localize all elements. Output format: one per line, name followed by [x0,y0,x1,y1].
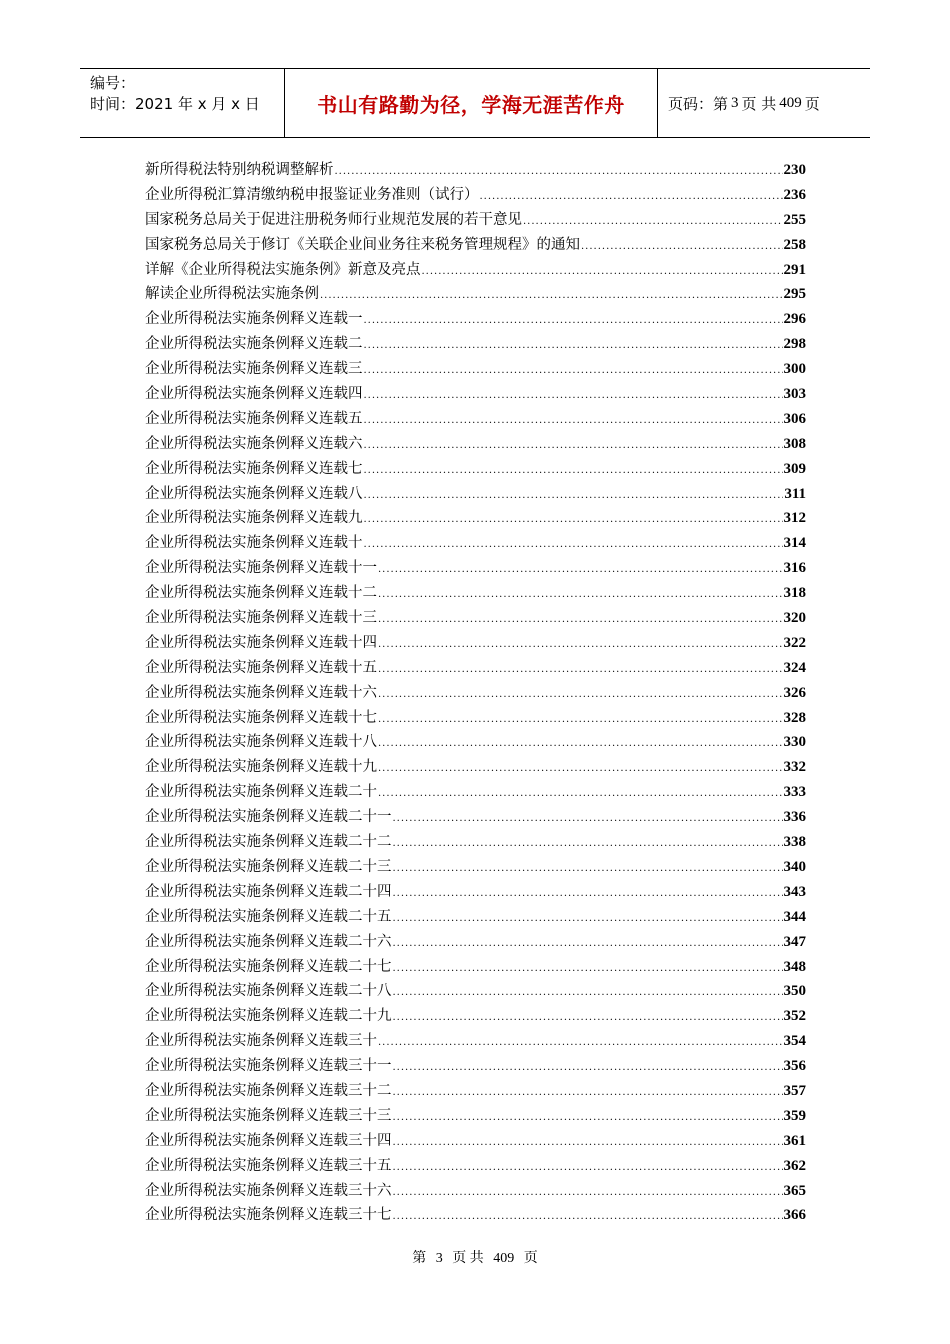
toc-entry[interactable] [145,482,806,507]
toc-leader-dots [364,440,783,451]
toc-entry-page: 340 [783,858,806,875]
toc-entry[interactable] [145,631,806,656]
toc-leader-dots [393,913,783,924]
toc-entry[interactable] [145,506,806,531]
toc-entry-title: 新所得税法特别纳税调整解析 [145,162,334,178]
toc-entry-page: 366 [783,1207,806,1224]
toc-leader-dots [523,216,783,227]
toc-entry-page: 336 [783,809,806,826]
toc-entry-title: 企业所得税法实施条例释义连载三十四 [145,1132,392,1149]
page-end: 页 [804,94,820,113]
toc-leader-dots [364,340,783,351]
toc-entry-title: 企业所得税法实施条例释义连载十六 [145,684,377,701]
toc-leader-dots [378,639,783,650]
toc-entry-title: 企业所得税法实施条例释义连载三十 [145,1033,377,1050]
toc-entry-page: 312 [783,510,806,527]
toc-leader-dots [364,490,784,501]
toc-leader-dots [320,290,783,301]
toc-entry-title: 企业所得税法实施条例释义连载八 [145,485,363,502]
toc-entry-title: 企业所得税法实施条例释义连载三十六 [145,1182,392,1199]
toc-leader-dots [393,863,783,874]
toc-entry-page: 324 [783,659,806,676]
toc-entry-title: 国家税务总局关于修订《关联企业间业务往来税务管理规程》的通知 [145,236,580,253]
toc-entry[interactable] [145,158,806,183]
toc-entry-title: 企业所得税法实施条例释义连载二十六 [145,933,392,950]
toc-entry-page: 295 [783,286,806,303]
toc-entry-page: 348 [783,958,806,975]
toc-entry[interactable] [145,432,806,457]
footer-suffix: 页 [523,1251,538,1266]
toc-entry-page: 320 [783,610,806,627]
toc-entry[interactable] [145,382,806,407]
toc-entry-page: 354 [783,1033,806,1050]
toc-leader-dots [378,714,783,725]
toc-entry[interactable] [145,556,806,581]
toc-entry[interactable] [145,357,806,382]
toc-entry-title: 企业所得税法实施条例释义连载二十三 [145,858,392,875]
toc-entry-title: 企业所得税法实施条例释义连载十一 [145,560,377,577]
header-motto: 书山有路勤为径，学海无涯苦作舟 [284,69,658,137]
toc-leader-dots [364,365,783,376]
toc-leader-dots [364,465,783,476]
toc-entry-title: 企业所得税法实施条例释义连载二十二 [145,834,392,851]
toc-entry-page: 357 [783,1082,806,1099]
toc-leader-dots [393,1112,783,1123]
toc-entry-title: 企业所得税法实施条例释义连载三十五 [145,1157,392,1174]
toc-entry-title: 企业所得税法实施条例释义连载六 [145,435,363,452]
toc-leader-dots [480,191,783,202]
toc-leader-dots [378,564,783,575]
toc-leader-dots [378,664,783,675]
toc-entry[interactable] [145,805,806,830]
toc-entry-title: 企业所得税法实施条例释义连载三十七 [145,1207,392,1224]
toc-entry-page: 322 [783,634,806,651]
toc-entry[interactable] [145,606,806,631]
toc-entry-title: 企业所得税法实施条例释义连载十七 [145,709,377,726]
toc-entry-page: 300 [783,361,806,378]
toc-entry[interactable] [145,307,806,332]
footer-current: 3 [435,1251,443,1266]
toc-entry-page: 255 [783,211,806,228]
toc-entry-title: 企业所得税法实施条例释义连载十三 [145,610,377,627]
toc-entry-page: 309 [783,460,806,477]
toc-leader-dots [393,1087,783,1098]
toc-entry[interactable] [145,1004,806,1029]
toc-entry[interactable] [145,233,806,258]
toc-entry-page: 306 [783,410,806,427]
toc-entry-title: 企业所得税法实施条例释义连载三十二 [145,1082,392,1099]
toc-entry[interactable] [145,258,806,283]
toc-leader-dots [422,266,783,277]
toc-leader-dots [581,241,783,252]
toc-entry-page: 347 [783,933,806,950]
toc-entry-page: 291 [783,261,806,278]
page-current: 3 [731,94,739,111]
header-page-info [658,69,870,137]
toc-entry-page: 344 [783,908,806,925]
toc-leader-dots [378,589,783,600]
toc-entry-page: 296 [783,311,806,328]
toc-entry-page: 236 [783,186,806,203]
toc-entry-page: 338 [783,834,806,851]
toc-entry-title: 企业所得税法实施条例释义连载十八 [145,734,377,751]
toc-leader-dots [364,539,783,550]
toc-entry[interactable] [145,282,806,307]
toc-entry[interactable] [145,830,806,855]
page-mid: 页 共 [741,94,777,113]
toc-entry[interactable] [145,1054,806,1079]
toc-leader-dots [393,838,783,849]
toc-entry[interactable] [145,880,806,905]
toc-entry-title: 详解《企业所得税法实施条例》新意及亮点 [145,261,421,278]
table-of-contents [145,158,806,1228]
toc-entry[interactable] [145,332,806,357]
toc-entry[interactable] [145,407,806,432]
toc-entry-page: 314 [783,535,806,552]
toc-entry[interactable] [145,706,806,731]
toc-leader-dots [364,390,783,401]
toc-leader-dots [378,689,783,700]
toc-entry-title: 企业所得税法实施条例释义连载一 [145,311,363,328]
toc-entry-title: 企业所得税法实施条例释义连载九 [145,510,363,527]
toc-entry-title: 企业所得税法实施条例释义连载十四 [145,634,377,651]
toc-entry-page: 359 [783,1107,806,1124]
toc-entry-title: 解读企业所得税法实施条例 [145,286,319,303]
toc-entry[interactable] [145,656,806,681]
toc-entry[interactable] [145,1104,806,1129]
toc-entry[interactable] [145,1154,806,1179]
toc-entry-page: 333 [783,784,806,801]
toc-leader-dots [378,614,783,625]
page-header [80,68,870,138]
toc-leader-dots [378,763,783,774]
toc-entry[interactable] [145,1079,806,1104]
toc-entry-title: 企业所得税法实施条例释义连载二十 [145,784,377,801]
toc-entry-title: 企业所得税法实施条例释义连载二十四 [145,883,392,900]
toc-entry[interactable] [145,457,806,482]
toc-entry-page: 311 [784,485,806,502]
toc-entry-page: 318 [783,585,806,602]
toc-entry[interactable] [145,1129,806,1154]
toc-entry[interactable] [145,755,806,780]
toc-entry[interactable] [145,780,806,805]
toc-entry-title: 企业所得税法实施条例释义连载三十一 [145,1058,392,1075]
toc-leader-dots [364,514,783,525]
footer-prefix: 第 [412,1251,427,1266]
toc-leader-dots [393,1162,783,1173]
toc-entry[interactable] [145,730,806,755]
toc-entry-page: 332 [783,759,806,776]
toc-entry-title: 国家税务总局关于促进注册税务师行业规范发展的若干意见 [145,211,522,228]
toc-entry-page: 303 [783,386,806,403]
toc-entry-page: 350 [783,983,806,1000]
toc-leader-dots [364,415,783,426]
toc-entry-title: 企业所得税法实施条例释义连载二十九 [145,1008,392,1025]
toc-entry-page: 330 [783,734,806,751]
toc-entry-title: 企业所得税法实施条例释义连载五 [145,410,363,427]
toc-entry-page: 328 [783,709,806,726]
toc-entry[interactable] [145,979,806,1004]
toc-entry-page: 258 [783,236,806,253]
header-meta [80,69,284,137]
toc-entry-title: 企业所得税法实施条例释义连载二十八 [145,983,392,1000]
toc-leader-dots [335,166,783,177]
toc-entry-title: 企业所得税法实施条例释义连载十二 [145,585,377,602]
toc-leader-dots [393,888,783,899]
toc-leader-dots [378,1037,783,1048]
toc-leader-dots [393,813,783,824]
toc-entry-page: 361 [783,1132,806,1149]
toc-entry[interactable] [145,1029,806,1054]
toc-entry-page: 365 [783,1182,806,1199]
toc-entry[interactable] [145,531,806,556]
toc-entry[interactable] [145,208,806,233]
toc-entry-title: 企业所得税法实施条例释义连载二 [145,336,363,353]
toc-entry[interactable] [145,183,806,208]
toc-leader-dots [393,938,783,949]
toc-entry[interactable] [145,955,806,980]
toc-entry-page: 362 [783,1157,806,1174]
toc-entry[interactable] [145,905,806,930]
toc-entry-page: 343 [783,883,806,900]
toc-entry-page: 298 [783,336,806,353]
toc-entry-title: 企业所得税法实施条例释义连载三十三 [145,1107,392,1124]
toc-leader-dots [378,788,783,799]
toc-entry-title: 企业所得税法实施条例释义连载十 [145,535,363,552]
toc-entry-page: 326 [783,684,806,701]
toc-entry-title: 企业所得税法实施条例释义连载十九 [145,759,377,776]
toc-entry-title: 企业所得税法实施条例释义连载四 [145,386,363,403]
footer-total: 409 [493,1251,515,1266]
page-label: 页码：第 [668,94,729,113]
time-label: 时间：2021 年 x 月 x 日 [90,95,260,113]
footer-mid: 页 共 [452,1251,484,1266]
toc-entry-page: 316 [783,560,806,577]
toc-entry-title: 企业所得税法实施条例释义连载二十一 [145,809,392,826]
toc-entry-title: 企业所得税汇算清缴纳税申报鉴证业务准则（试行） [145,186,479,203]
toc-leader-dots [393,1062,783,1073]
toc-entry-page: 308 [783,435,806,452]
page-total: 409 [779,94,802,111]
toc-entry-page: 352 [783,1008,806,1025]
toc-entry-page: 356 [783,1058,806,1075]
toc-entry[interactable] [145,855,806,880]
toc-entry[interactable] [145,1203,806,1228]
page-footer [0,1247,950,1267]
toc-leader-dots [364,315,783,326]
toc-entry[interactable] [145,681,806,706]
toc-entry[interactable] [145,930,806,955]
toc-entry-title: 企业所得税法实施条例释义连载三 [145,361,363,378]
number-label: 编号： [90,74,136,92]
toc-entry-title: 企业所得税法实施条例释义连载二十七 [145,958,392,975]
toc-leader-dots [393,987,783,998]
toc-entry-title: 企业所得税法实施条例释义连载十五 [145,659,377,676]
toc-leader-dots [393,963,783,974]
toc-entry[interactable] [145,581,806,606]
toc-entry-page: 230 [783,162,806,178]
toc-leader-dots [393,1012,783,1023]
toc-entry-title: 企业所得税法实施条例释义连载七 [145,460,363,477]
toc-leader-dots [393,1211,783,1222]
toc-leader-dots [378,738,783,749]
toc-leader-dots [393,1137,783,1148]
toc-leader-dots [393,1187,783,1198]
toc-entry[interactable] [145,1179,806,1204]
toc-entry-title: 企业所得税法实施条例释义连载二十五 [145,908,392,925]
